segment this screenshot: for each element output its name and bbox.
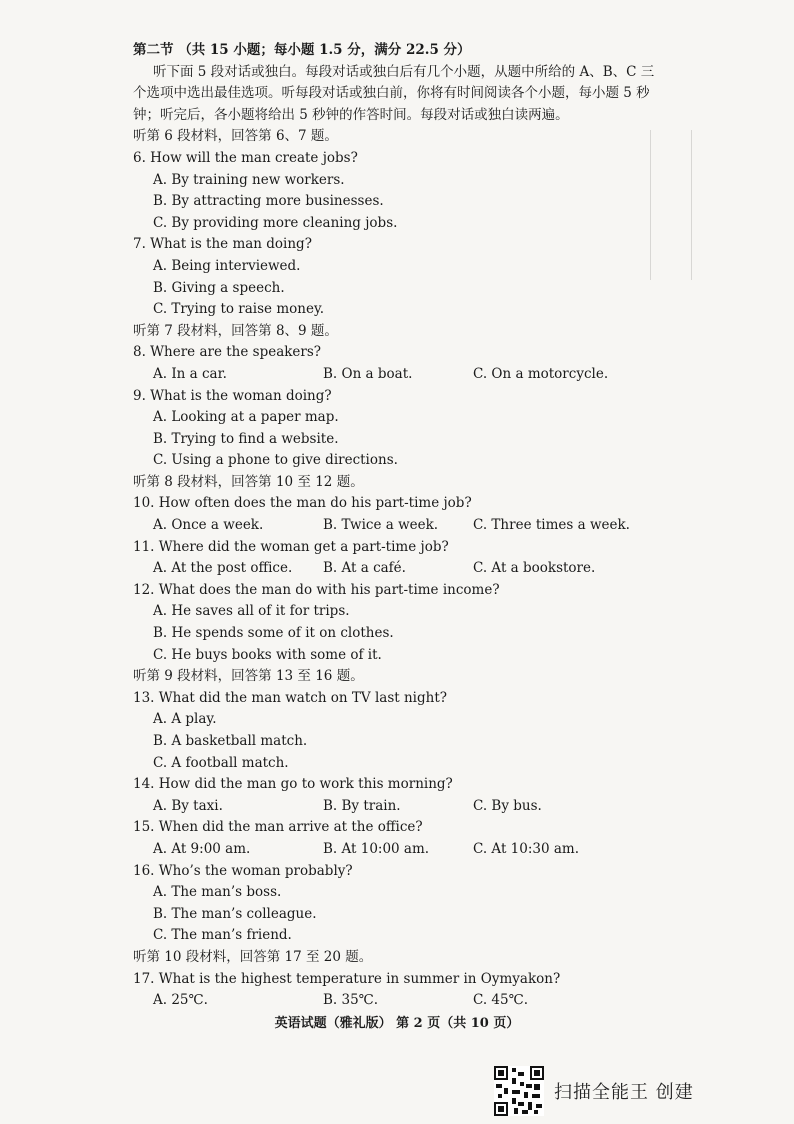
answer-option: C. A football match. <box>153 754 289 771</box>
answer-option: C. Three times a week. <box>473 517 630 534</box>
answer-option: A. He saves all of it for trips. <box>153 603 350 620</box>
answer-option: A. 25℃. <box>153 992 208 1009</box>
option-row <box>133 796 673 818</box>
page-footer: 英语试题（雅礼版） 第 2 页（共 10 页） <box>274 1016 520 1031</box>
question-stem: 6. How will the man create jobs? <box>133 149 358 166</box>
question-stem: 7. What is the man doing? <box>133 236 312 253</box>
answer-option: B. He spends some of it on clothes. <box>153 625 394 642</box>
answer-option: C. Using a phone to give directions. <box>153 452 398 469</box>
scanner-watermark: 扫描全能王 创建 <box>554 1082 694 1103</box>
question-stem: 15. When did the man arrive at the office? <box>133 819 423 836</box>
question-stem: 16. Who’s the woman probably? <box>133 862 353 879</box>
group-header: 听第 7 段材料，回答第 8、9 题。 <box>133 322 338 339</box>
instruction-line-1: 听下面 5 段对话或独白。每段对话或独白后有几个小题，从题中所给的 A、B、C 三 <box>153 63 655 80</box>
answer-option: A. The man’s boss. <box>153 884 282 901</box>
answer-option: C. Trying to raise money. <box>153 301 325 318</box>
instruction-line-3: 钟；听完后，各小题将给出 5 秒钟的作答时间。每段对话或独白读两遍。 <box>133 106 569 123</box>
question-stem: 9. What is the woman doing? <box>133 387 332 404</box>
section-header: 第二节 （共 15 小题；每小题 1.5 分，满分 22.5 分） <box>133 42 471 58</box>
answer-option: B. By attracting more businesses. <box>153 193 384 210</box>
question-stem: 11. Where did the woman get a part-time job? <box>133 538 449 555</box>
answer-option: C. By bus. <box>473 797 542 814</box>
question-stem: 14. How did the man go to work this morning? <box>133 776 453 793</box>
answer-option: A. By taxi. <box>153 797 223 814</box>
answer-option: C. At a bookstore. <box>473 560 596 577</box>
answer-option: C. On a motorcycle. <box>473 365 609 382</box>
answer-option: C. At 10:30 am. <box>473 840 579 857</box>
answer-option: B. Twice a week. <box>323 517 439 534</box>
question-stem: 12. What does the man do with his part-time income? <box>133 581 500 598</box>
answer-option: A. At the post office. <box>153 560 293 577</box>
group-header: 听第 9 段材料，回答第 13 至 16 题。 <box>133 668 364 685</box>
group-header: 听第 10 段材料，回答第 17 至 20 题。 <box>133 948 373 965</box>
question-stem: 13. What did the man watch on TV last night? <box>133 689 447 706</box>
option-row <box>133 990 673 1012</box>
question-stem: 8. Where are the speakers? <box>133 344 322 361</box>
option-row <box>133 515 673 537</box>
option-row <box>133 364 673 386</box>
answer-option: B. By train. <box>323 797 401 814</box>
option-row <box>133 839 673 861</box>
question-stem: 17. What is the highest temperature in summer in Oymyakon? <box>133 970 561 987</box>
qr-code-icon <box>494 1066 544 1116</box>
answer-option: C. 45℃. <box>473 992 529 1009</box>
answer-option: A. Looking at a paper map. <box>153 409 339 426</box>
answer-option: C. He buys books with some of it. <box>153 646 382 663</box>
option-row <box>133 558 673 580</box>
answer-option: A. Once a week. <box>153 517 264 534</box>
answer-option: A. Being interviewed. <box>153 257 301 274</box>
answer-option: C. By providing more cleaning jobs. <box>153 214 398 231</box>
answer-option: C. The man’s friend. <box>153 927 292 944</box>
answer-option: A. By training new workers. <box>153 171 345 188</box>
instruction-line-2: 个选项中选出最佳选项。听每段对话或独白前，你将有时间阅读各个小题，每小题 5 秒 <box>133 85 650 102</box>
answer-option: B. Giving a speech. <box>153 279 285 296</box>
answer-option: B. At 10:00 am. <box>323 840 430 857</box>
answer-option: B. On a boat. <box>323 365 413 382</box>
answer-option: B. Trying to find a website. <box>153 430 339 447</box>
group-header: 听第 6 段材料，回答第 6、7 题。 <box>133 128 338 145</box>
answer-option: A. A play. <box>153 711 217 728</box>
group-header: 听第 8 段材料，回答第 10 至 12 题。 <box>133 473 364 490</box>
answer-option: B. At a café. <box>323 560 406 577</box>
question-groups <box>133 126 673 1011</box>
answer-option: B. A basketball match. <box>153 733 308 749</box>
answer-option: B. The man’s colleague. <box>153 905 317 922</box>
question-stem: 10. How often does the man do his part-time job? <box>133 495 472 512</box>
answer-option: A. In a car. <box>153 365 227 382</box>
answer-option: B. 35℃. <box>323 992 379 1009</box>
listening-section <box>133 40 673 1012</box>
answer-option: A. At 9:00 am. <box>153 840 251 857</box>
